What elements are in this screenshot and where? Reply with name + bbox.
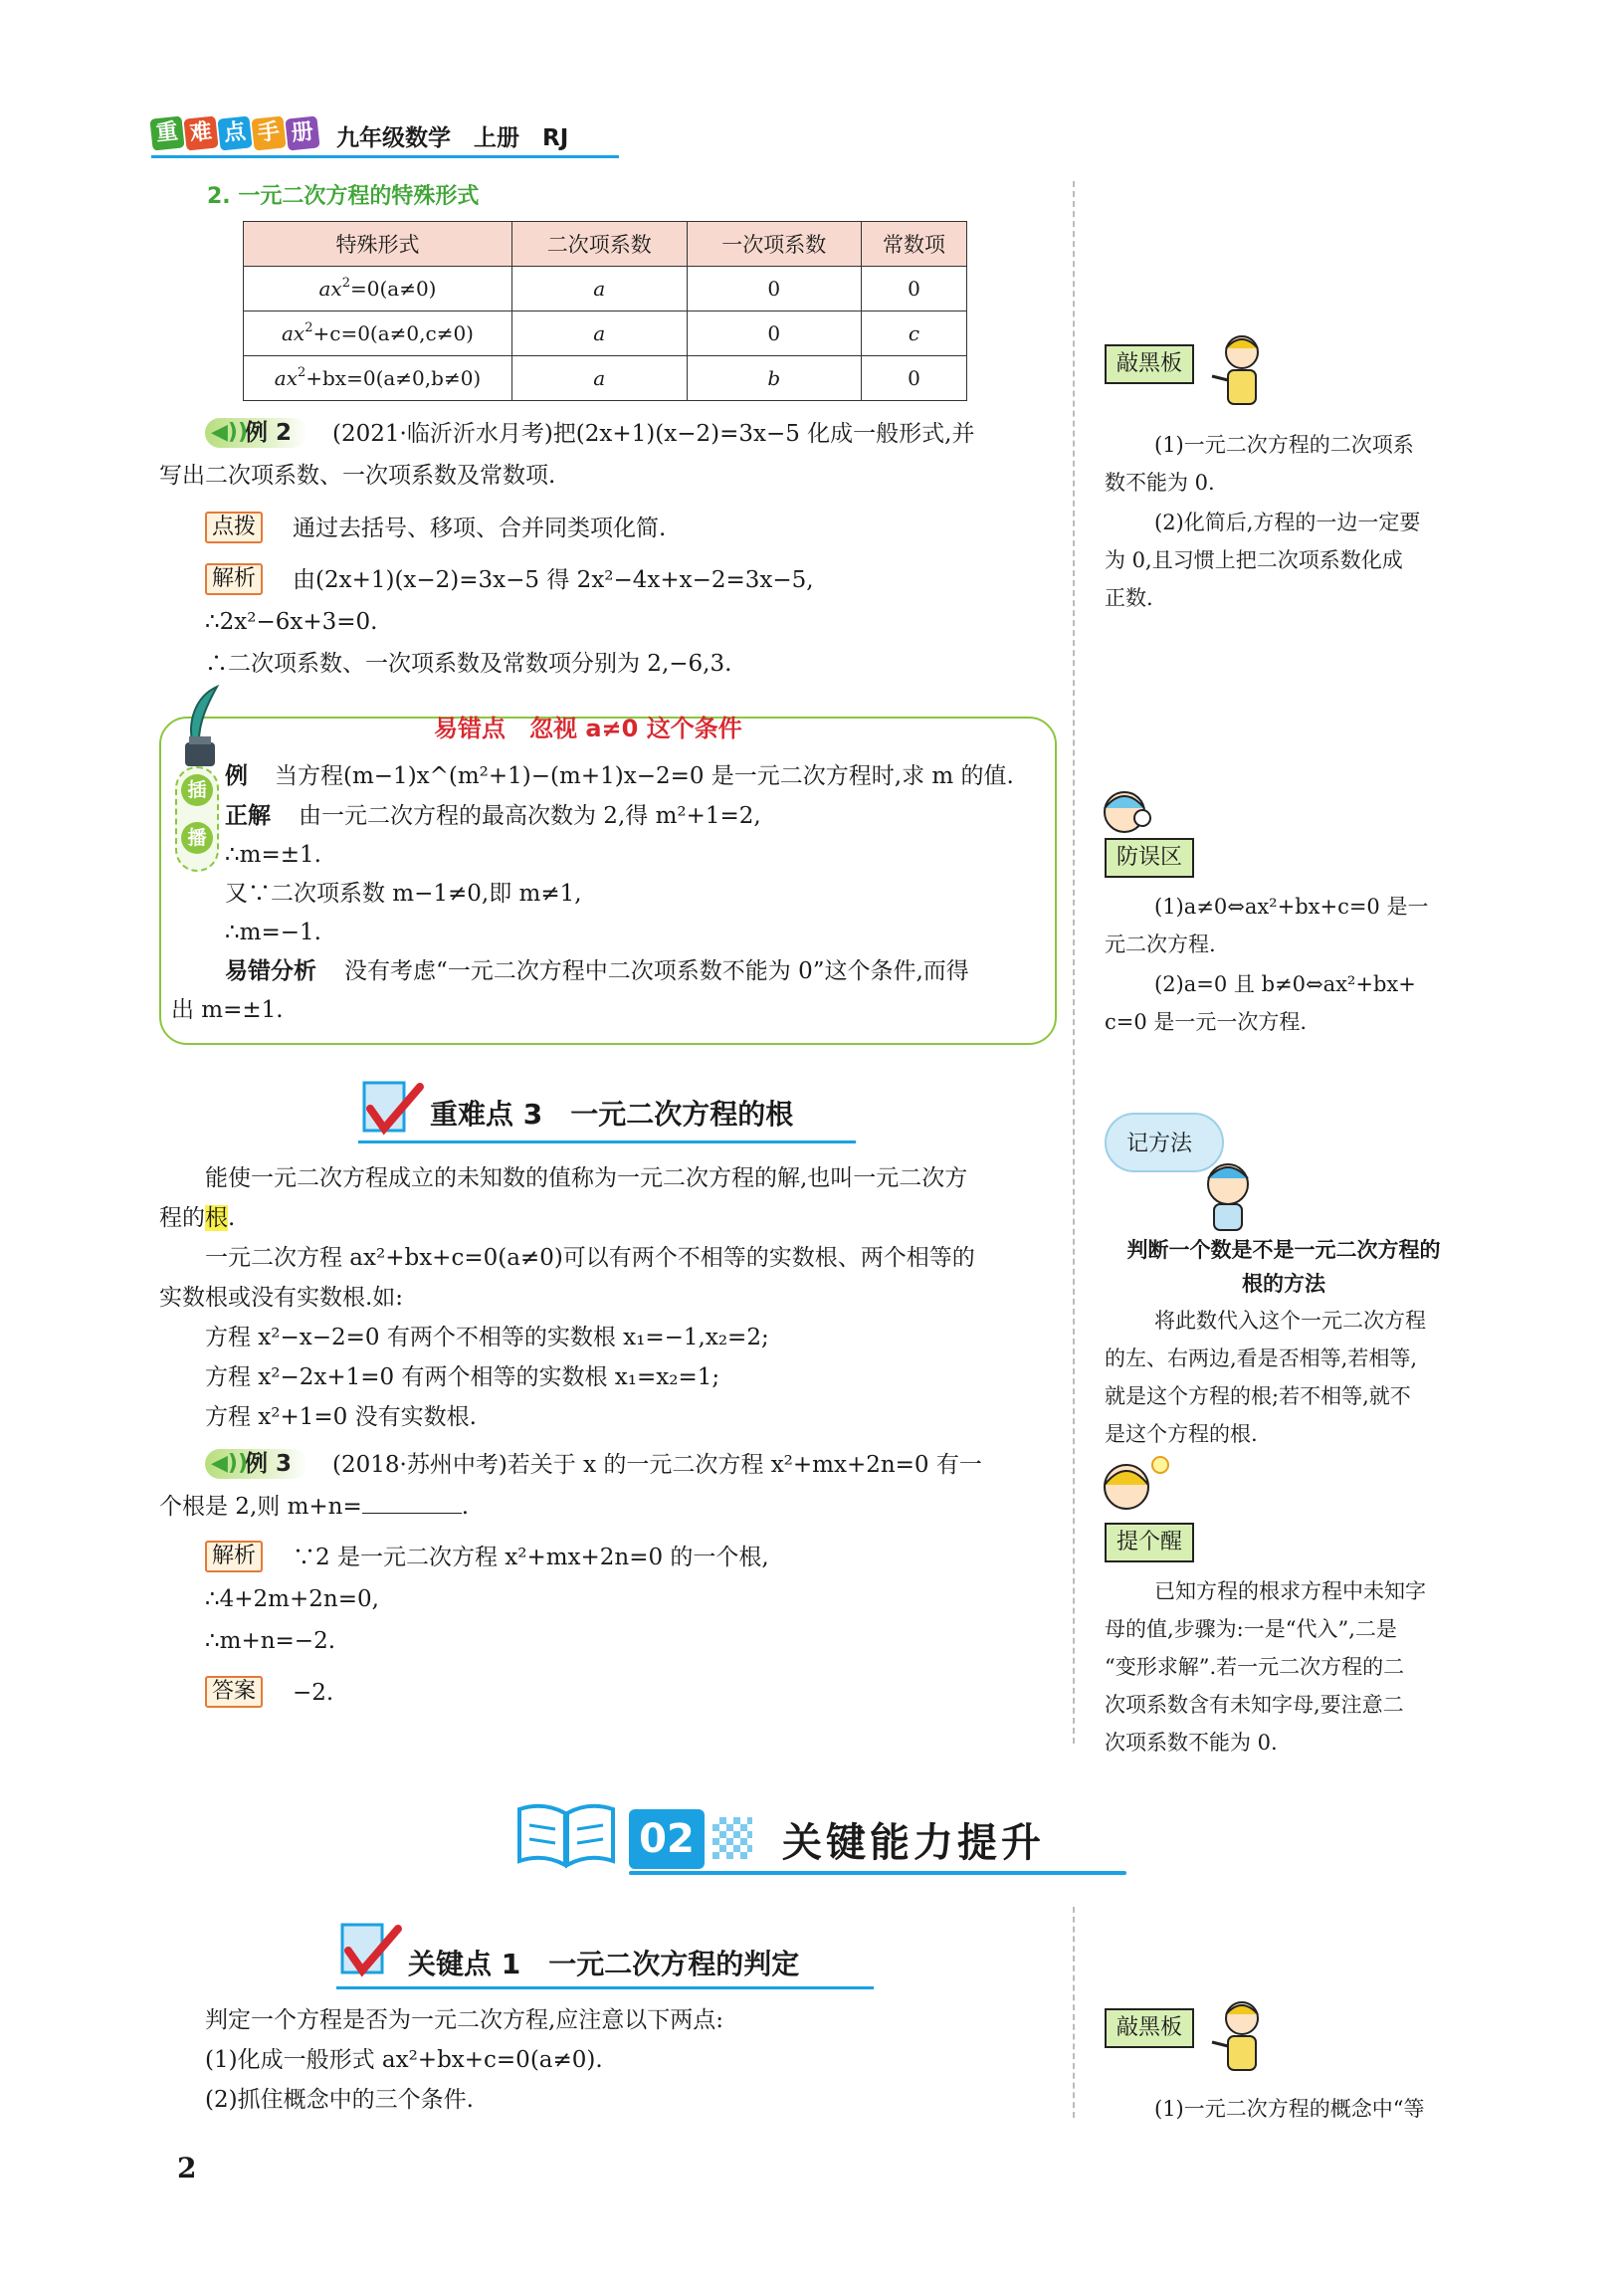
- paragraph: 实数根或没有实数根.如:: [159, 1285, 404, 1311]
- quad-coef-cell: a: [512, 356, 688, 401]
- insert-answer-label: 正解: [225, 803, 271, 829]
- special-forms-heading: 2. 一元二次方程的特殊形式: [207, 184, 480, 209]
- note-text: 是这个方程的根.: [1105, 1422, 1258, 1446]
- insert-error: 没有考虑“一元二次方程中二次项系数不能为 0”这个条件,而得: [344, 958, 969, 984]
- note-text: (1)a≠0⇔ax²+bx+c=0 是一: [1154, 895, 1429, 919]
- note-text: (1)一元二次方程的二次项系: [1154, 433, 1414, 457]
- example-equation: 方程 x²−2x+1=0 有两个相等的实数根 x₁=x₂=1;: [205, 1364, 720, 1390]
- checkmark-icon: [358, 1079, 428, 1142]
- column-header: 一次项系数: [687, 222, 862, 267]
- note-text: 就是这个方程的根;若不相等,就不: [1105, 1384, 1411, 1408]
- quad-coef-cell: a: [512, 311, 688, 356]
- solution-line: ∵2 是一元二次方程 x²+mx+2n=0 的一个根,: [293, 1545, 769, 1570]
- insert-label-char: 播: [181, 822, 213, 854]
- section-title: 关键能力提升: [782, 1820, 1045, 1866]
- table-row: [244, 267, 967, 311]
- column-divider: [1073, 181, 1075, 1744]
- lin-coef-cell: 0: [687, 311, 862, 356]
- boy-magnifier-icon: [1097, 784, 1158, 840]
- blackboard-tag: 敲黑板: [1105, 344, 1194, 384]
- header-brand: [151, 117, 320, 149]
- example-3-text: 个根是 2,则 m+n= .: [159, 1494, 470, 1520]
- remind-tag: 提个醒: [1105, 1523, 1194, 1562]
- note-text: 元二次方程.: [1105, 932, 1216, 956]
- hint-tag: 点拨: [205, 512, 263, 543]
- note-text: 正数.: [1105, 586, 1153, 610]
- const-cell: c: [862, 311, 967, 356]
- brand-char: 重: [149, 115, 184, 150]
- quad-coef-cell: a: [512, 267, 688, 311]
- paragraph: 判定一个方程是否为一元二次方程,应注意以下两点:: [205, 2007, 724, 2033]
- solution-tag: 解析: [205, 563, 263, 595]
- blackboard-tag: 敲黑板: [1105, 2008, 1194, 2048]
- insert-answer: ∴m=−1.: [225, 920, 321, 945]
- method-title: 判断一个数是不是一元二次方程的: [1126, 1238, 1441, 1262]
- page-header: [151, 113, 619, 157]
- key-point-1-title: 关键点 1 一元二次方程的判定: [408, 1948, 800, 1980]
- title-underline: [358, 1140, 856, 1143]
- insert-question: 当方程(m−1)x^(m²+1)−(m+1)x−2=0 是一元二次方程时,求 m 的值.: [275, 763, 1014, 789]
- section-underline: [629, 1871, 1126, 1875]
- answer-blank: [362, 1513, 462, 1514]
- insert-error: 出 m=±1.: [171, 997, 284, 1023]
- highlight-root: 根: [205, 1205, 228, 1231]
- form-cell: $ax^2+c=0(a\ne 0,c\ne 0)$: [244, 311, 512, 356]
- quill-ink-icon: [165, 683, 235, 772]
- paragraph: 程的根.: [159, 1205, 236, 1231]
- insert-answer: 由一元二次方程的最高次数为 2,得 m²+1=2,: [299, 803, 761, 829]
- solution-line: ∴2x²−6x+3=0.: [205, 609, 378, 635]
- note-text: (2)a=0 且 b≠0⇔ax²+bx+: [1154, 972, 1416, 996]
- avoid-tag: 防误区: [1105, 838, 1194, 878]
- solution-line: ∴二次项系数、一次项系数及常数项分别为 2,−6,3.: [205, 651, 732, 677]
- checkmark-icon: [336, 1921, 406, 1984]
- column-divider: [1073, 1907, 1075, 2118]
- form-cell: $ax^2=0(a\ne 0)$: [244, 267, 512, 311]
- header-title: 九年级数学 上册 RJ: [336, 125, 569, 151]
- insert-answer: 又∵二次项系数 m−1≠0,即 m≠1,: [225, 881, 582, 907]
- table-row: [244, 356, 967, 401]
- header-underline: [151, 155, 619, 158]
- note-text: (1)一元二次方程的概念中“等: [1154, 2097, 1425, 2121]
- title-underline: [336, 1986, 874, 1989]
- lin-coef-cell: b: [687, 356, 862, 401]
- paragraph: (1)化成一般形式 ax²+bx+c=0(a≠0).: [205, 2047, 603, 2073]
- teacher-icon: [1210, 330, 1270, 422]
- paragraph: 能使一元二次方程成立的未知数的值称为一元二次方程的解,也叫一元二次方: [205, 1165, 968, 1191]
- note-text: 的左、右两边,看是否相等,若相等,: [1105, 1346, 1418, 1370]
- column-header: 常数项: [862, 222, 967, 267]
- sound-icon: ◀)): [211, 1451, 249, 1476]
- note-text: 次项系数不能为 0.: [1105, 1731, 1278, 1755]
- column-header: 二次项系数: [512, 222, 688, 267]
- brand-char: 难: [183, 115, 218, 150]
- note-text: 将此数代入这个一元二次方程: [1154, 1309, 1426, 1333]
- note-text: 次项系数含有未知字母,要注意二: [1105, 1693, 1404, 1717]
- insert-title: 易错点 忽视 a≠0 这个条件: [434, 715, 742, 742]
- thinking-boy-icon: [1194, 1154, 1264, 1234]
- paragraph: (2)抓住概念中的三个条件.: [205, 2087, 474, 2113]
- note-text: “变形求解”.若一元二次方程的二: [1105, 1655, 1405, 1679]
- lin-coef-cell: 0: [687, 267, 862, 311]
- table-header-row: [244, 222, 967, 267]
- special-forms-table: [243, 221, 967, 401]
- paragraph: 一元二次方程 ax²+bx+c=0(a≠0)可以有两个不相等的实数根、两个相等的: [205, 1245, 975, 1271]
- solution-line: 由(2x+1)(x−2)=3x−5 得 2x²−4x+x−2=3x−5,: [293, 567, 814, 593]
- example-2-badge: ◀)) 例 2: [205, 418, 307, 448]
- example-2-text: 写出二次项系数、一次项系数及常数项.: [159, 463, 556, 489]
- note-text: 已知方程的根求方程中未知字: [1154, 1579, 1426, 1603]
- example-equation: 方程 x²+1=0 没有实数根.: [205, 1404, 477, 1430]
- note-text: (2)化简后,方程的一边一定要: [1154, 511, 1421, 534]
- solution-line: ∴m+n=−2.: [205, 1628, 336, 1654]
- example-2-text: (2021·临沂沂水月考)把(2x+1)(x−2)=3x−5 化成一般形式,并: [332, 421, 975, 447]
- insert-error-label: 易错分析: [225, 958, 316, 984]
- method-title: 根的方法: [1242, 1272, 1325, 1296]
- page-number: 2: [177, 2152, 197, 2184]
- table-row: [244, 311, 967, 356]
- brand-char: 手: [251, 115, 286, 150]
- hint-text: 通过去括号、移项、合并同类项化简.: [293, 516, 667, 541]
- note-text: 母的值,步骤为:一是“代入”,二是: [1105, 1617, 1397, 1641]
- example-3-badge: ◀)) 例 3: [205, 1449, 307, 1479]
- sound-icon: ◀)): [211, 420, 249, 445]
- teacher-icon: [1210, 1996, 1270, 2088]
- example-3-text: (2018·苏州中考)若关于 x 的一元二次方程 x²+mx+2n=0 有一: [332, 1452, 982, 1478]
- answer-tag: 答案: [205, 1676, 263, 1708]
- girl-lightbulb-icon: [1097, 1451, 1182, 1523]
- insert-q-label: 例: [225, 763, 248, 789]
- brand-char: 点: [217, 115, 252, 150]
- section-number: 02: [629, 1809, 705, 1869]
- column-header: 特殊形式: [244, 222, 512, 267]
- const-cell: 0: [862, 356, 967, 401]
- brand-char: 册: [285, 115, 319, 150]
- insert-answer: ∴m=±1.: [225, 842, 321, 868]
- note-text: 数不能为 0.: [1105, 471, 1215, 495]
- example-equation: 方程 x²−x−2=0 有两个不相等的实数根 x₁=−1,x₂=2;: [205, 1325, 769, 1350]
- form-cell: $ax^2+bx=0(a\ne 0,b\ne 0)$: [244, 356, 512, 401]
- answer-text: −2.: [293, 1680, 334, 1706]
- note-text: c=0 是一元一次方程.: [1105, 1010, 1308, 1034]
- section-pattern: [712, 1817, 752, 1859]
- key-point-3-title: 重难点 3 一元二次方程的根: [430, 1098, 794, 1131]
- solution-line: ∴4+2m+2n=0,: [205, 1586, 379, 1612]
- method-tag: 记方法: [1126, 1132, 1193, 1156]
- solution-tag: 解析: [205, 1541, 263, 1572]
- note-text: 为 0,且习惯上把二次项系数化成: [1105, 548, 1403, 572]
- const-cell: 0: [862, 267, 967, 311]
- open-book-icon: [513, 1799, 619, 1871]
- insert-label-char: 插: [181, 774, 213, 806]
